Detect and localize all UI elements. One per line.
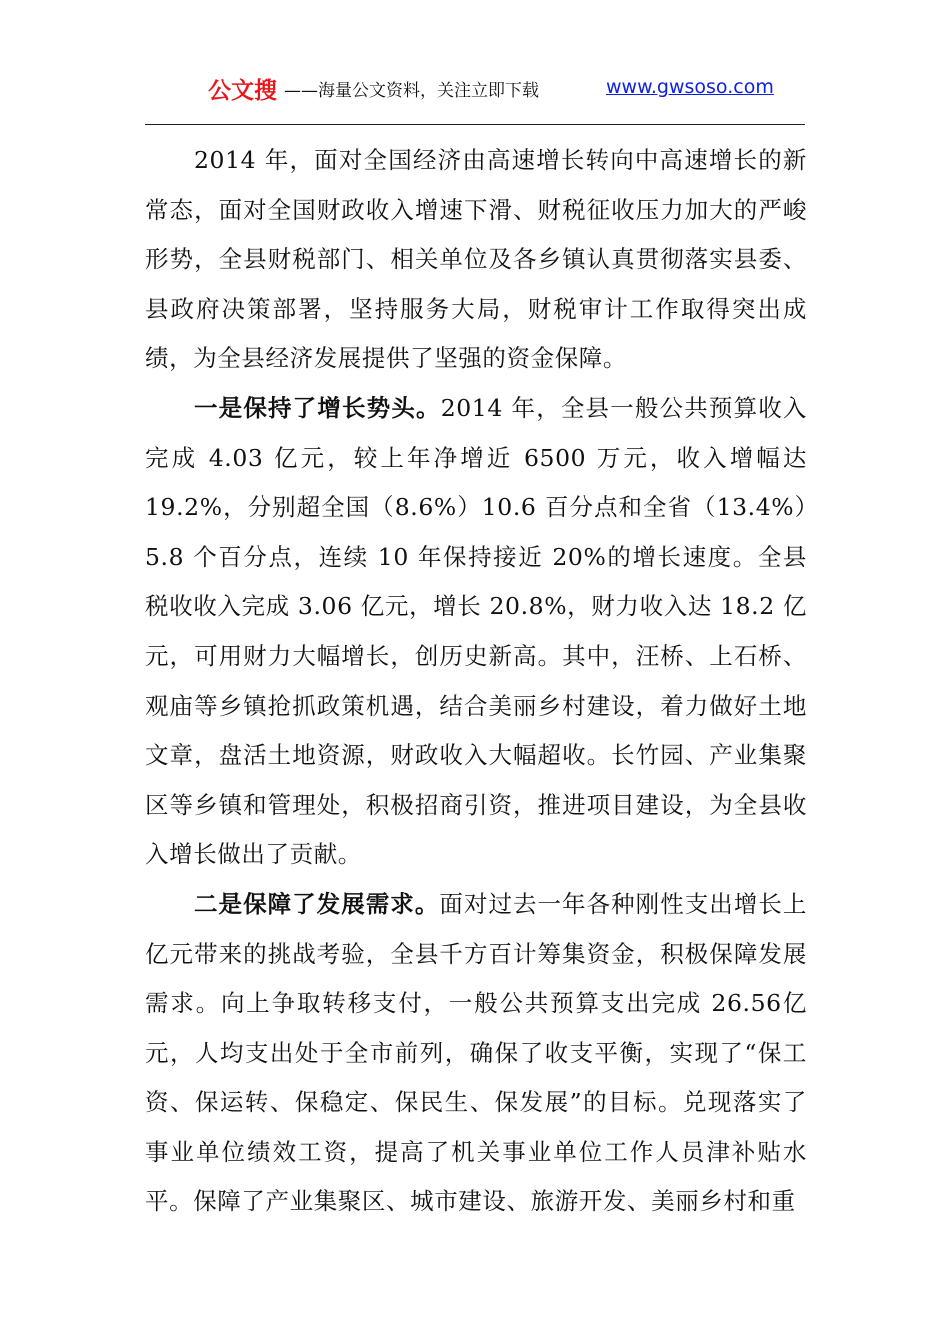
- text-line: 抓政策机遇，结合美丽乡村建设，着力做好土地文章，盘活土: [145, 691, 807, 770]
- text-line: 力大幅增长，创历史新高。其中，汪桥、上石桥、观庙等乡镇抢: [145, 641, 808, 720]
- text-line: 2014 年，面对全国经济由高速增长转向中高速增长的新: [194, 146, 807, 174]
- header-divider: [145, 124, 805, 125]
- brand-logo-text: 公文搜: [208, 78, 277, 104]
- text-line: 上亿元带来的挑战考验，全县千方百计筹集资金，积极保障: [145, 889, 807, 968]
- text-line: 理处，积极招商引资，推进项目建设，为全县收入增长做出了: [145, 790, 807, 869]
- text-line: 19.2%，分别超全国（8.6%）10.6 百分点和全省（13.4%）5.8 个: [145, 493, 807, 571]
- paragraph-lead-heading: 二是保障了发展需求。: [194, 889, 440, 918]
- text-line: 工资、保运转、保稳定、保民生、保发展”的目标。兑现落实了: [145, 1038, 807, 1117]
- text-line: 亿元，人均支出处于全市前列，确保了收支平衡，实现了“保: [145, 989, 807, 1067]
- text-line: 事业单位绩效工资，提高了机关事业单位工作人员津补贴水: [145, 1137, 807, 1166]
- paragraph-development: [145, 880, 807, 1227]
- text-line: 面对过去一年各种刚性支出增长: [439, 889, 783, 918]
- page-header: [0, 72, 950, 106]
- text-line: 完成 3.06 亿元，增长 20.8%，财力收入达 18.2 亿元，可用财: [145, 592, 807, 670]
- paragraph-growth: [145, 384, 807, 880]
- paragraph-lead-heading: 一是保持了增长势头。: [194, 393, 441, 422]
- text-line: 完成 4.03 亿元，较上年净增近 6500 万元，收入增幅达: [145, 443, 807, 472]
- text-line: 平。保障了产业集聚区、城市建设、旅游开发、美丽乡村和重: [145, 1187, 796, 1216]
- text-line: 委、县政府决策部署，坚持服务大局，财税审计工作取得突出: [145, 245, 808, 323]
- text-line: 常态，面对全国财政收入增速下滑、财税征收压力加大的严: [145, 195, 783, 224]
- text-line: 峻形势，全县财税部门、相关单位及各乡镇认真贯彻落实县: [145, 195, 807, 274]
- text-line: 成绩，为全县经济发展提供了坚强的资金保障。: [145, 294, 807, 373]
- text-line: 百分点，连续 10 年保持接近 20%的增长速度。全县税收收入: [145, 542, 807, 621]
- paragraph-intro: [145, 136, 807, 384]
- text-line: 地资源，财政收入大幅超收。长竹园、产业集聚区等乡镇和管: [145, 741, 807, 819]
- document-body: [145, 136, 807, 1227]
- text-line: 2014 年，全县一般公共预算收入: [440, 393, 808, 422]
- header-slogan: ——海量公文资料，关注立即下载: [284, 81, 539, 101]
- text-line: 发展需求。向上争取转移支付，一般公共预算支出完成 26.56: [145, 939, 808, 1018]
- text-line: 贡献。: [289, 840, 362, 869]
- website-link[interactable]: www.gwsoso.com: [606, 76, 774, 98]
